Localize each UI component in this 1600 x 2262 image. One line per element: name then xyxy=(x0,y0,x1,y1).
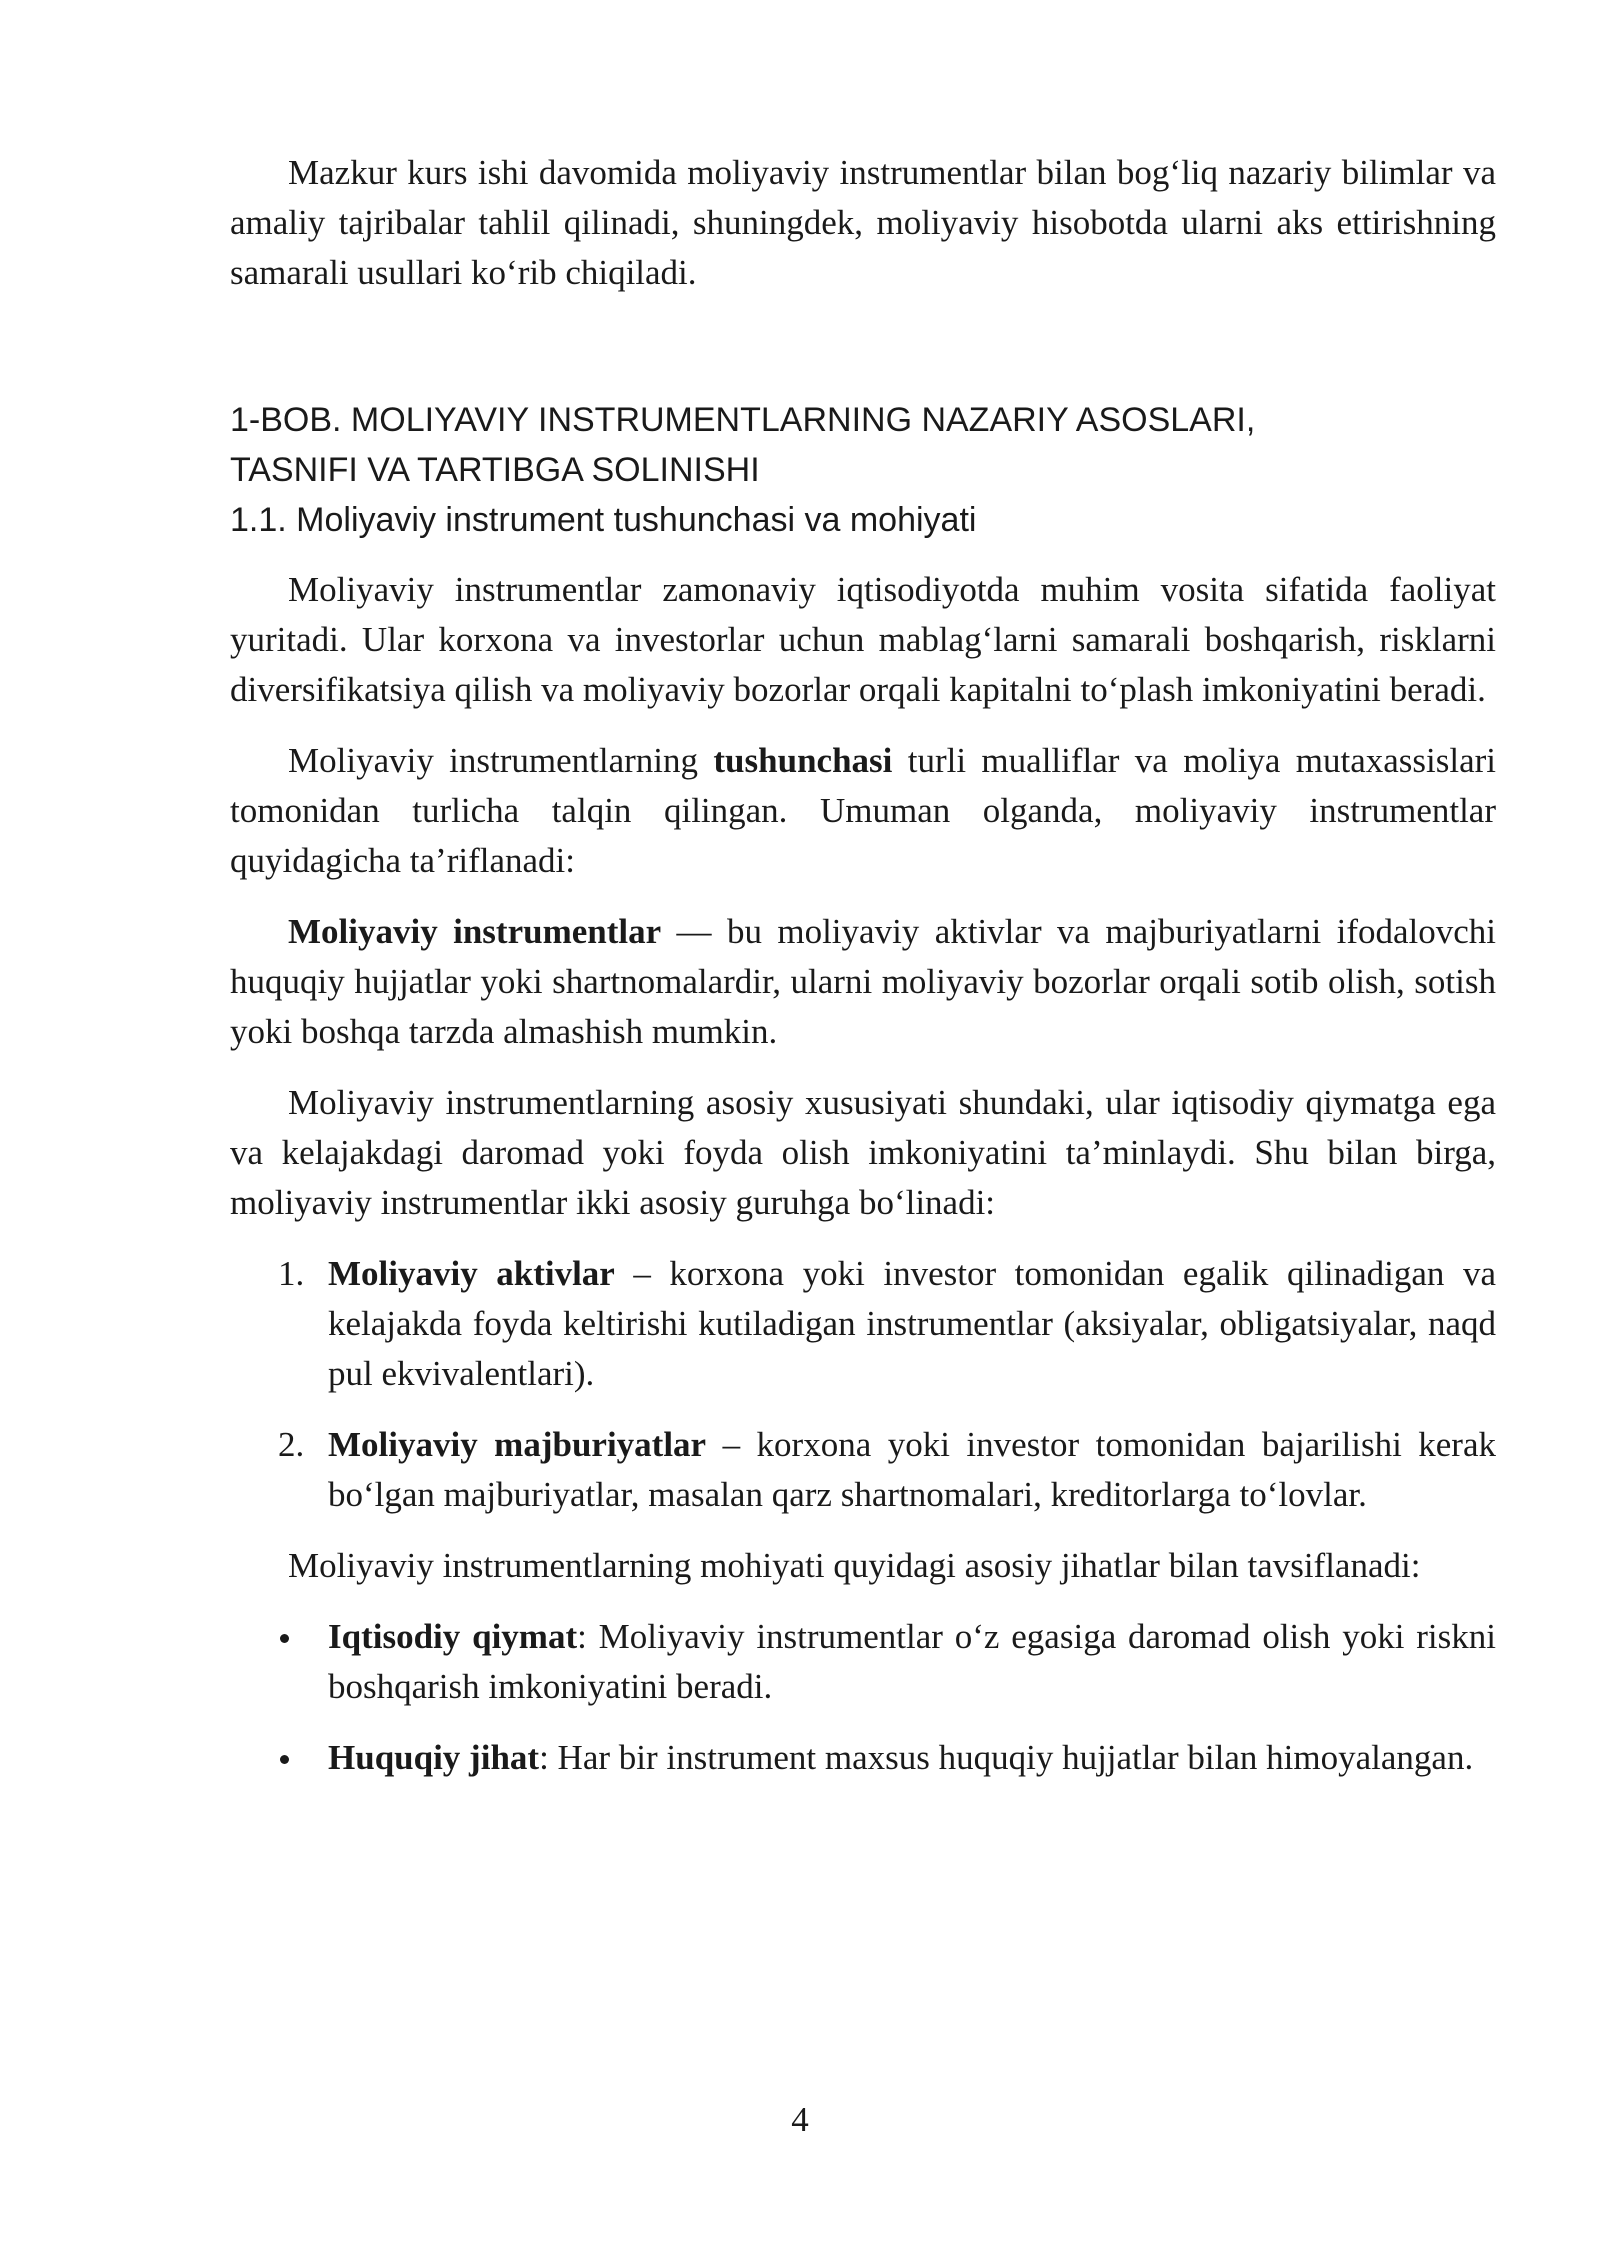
aspects-list xyxy=(230,1612,1496,1783)
list-item-number: 1. xyxy=(278,1254,305,1293)
list-item-term: Moliyaviy majburiyatlar xyxy=(328,1425,707,1464)
definition-paragraph xyxy=(230,907,1496,1057)
page-number: 4 xyxy=(791,2100,809,2139)
definition-term: Moliyaviy instrumentlar xyxy=(288,912,662,951)
list-item xyxy=(230,1733,1496,1783)
document-page xyxy=(230,148,1496,1783)
paragraph-1: Moliyaviy instrumentlar zamonaviy iqtisodiyotda muhim vosita sifatida faoliyat yuritadi. Ular korxona va investorlar uchun mablag‘larni samarali boshqarish, risklarni diversifikatsiya qilish va moliyaviy bozorlar orqali kapitalni to‘plash imkoniyatini beradi. xyxy=(230,570,1496,709)
definition-text: — bu moliyaviy aktivlar va majburiyatlarni ifodalovchi huquqiy hujjatlar yoki shartnomalardir, ularni moliyaviy bozorlar orqali sotib olish, sotish yoki boshqa tarzda almashish mumkin. xyxy=(230,912,1496,1051)
section-title: 1.1. Moliyaviy instrument tushunchasi va mohiyati xyxy=(230,501,977,539)
list-item-text: : Moliyaviy instrumentlar o‘z egasiga daromad olish yoki riskni boshqarish imkoniyatini beradi. xyxy=(328,1617,1496,1706)
chapter-heading xyxy=(230,395,1496,545)
chapter-title-line-1: 1-BOB. MOLIYAVIY INSTRUMENTLARNING NAZARIY ASOSLARI, xyxy=(230,401,1256,439)
list-item-text: – korxona yoki investor tomonidan egalik qilinadigan va kelajakda foyda keltirishi kutiladigan instrumentlar (aksiyalar, obligatsiyalar, naqd pul ekvivalentlari). xyxy=(328,1254,1496,1393)
list-item xyxy=(230,1420,1496,1520)
paragraph-4: Moliyaviy instrumentlarning mohiyati quyidagi asosiy jihatlar bilan tavsiflanadi: xyxy=(288,1546,1421,1585)
list-item-number: 2. xyxy=(278,1425,305,1464)
list-item xyxy=(230,1249,1496,1399)
paragraph-3: Moliyaviy instrumentlarning asosiy xususiyati shundaki, ular iqtisodiy qiymatga ega va kelajakdagi daromad yoki foyda olish imkoniyatini ta’minlaydi. Shu bilan birga, moliyaviy instrumentlar ikki asosiy guruhga bo‘linadi: xyxy=(230,1083,1496,1222)
bullet-icon xyxy=(280,1755,289,1764)
bullet-icon xyxy=(280,1634,289,1643)
list-item-term: Moliyaviy aktivlar xyxy=(328,1254,615,1293)
chapter-title-line-2: TASNIFI VA TARTIBGA SOLINISHI xyxy=(230,451,760,489)
list-item xyxy=(230,1612,1496,1712)
term-tushunchasi: tushunchasi xyxy=(713,741,893,780)
groups-list xyxy=(230,1249,1496,1520)
paragraph-2-after: turli mualliflar va moliya mutaxassislari tomonidan turlicha talqin qilingan. Umuman olganda, moliyaviy instrumentlar quyidagicha ta’riflanadi: xyxy=(230,741,1496,880)
list-item-text: : Har bir instrument maxsus huquqiy hujjatlar bilan himoyalangan. xyxy=(539,1738,1474,1777)
intro-paragraph: Mazkur kurs ishi davomida moliyaviy instrumentlar bilan bog‘liq nazariy bilimlar va amaliy tajribalar tahlil qilinadi, shuningdek, moliyaviy hisobotda ularni aks ettirishning samarali usullari ko‘rib chiqiladi. xyxy=(230,153,1496,292)
list-item-text: – korxona yoki investor tomonidan bajarilishi kerak bo‘lgan majburiyatlar, masalan qarz shartnomalari, kreditorlarga to‘lovlar. xyxy=(328,1425,1497,1514)
paragraph-2 xyxy=(230,736,1496,886)
paragraph-2-before: Moliyaviy instrumentlarning xyxy=(288,741,714,780)
list-item-term: Iqtisodiy qiymat xyxy=(328,1617,578,1656)
list-item-term: Huquqiy jihat xyxy=(328,1738,540,1777)
